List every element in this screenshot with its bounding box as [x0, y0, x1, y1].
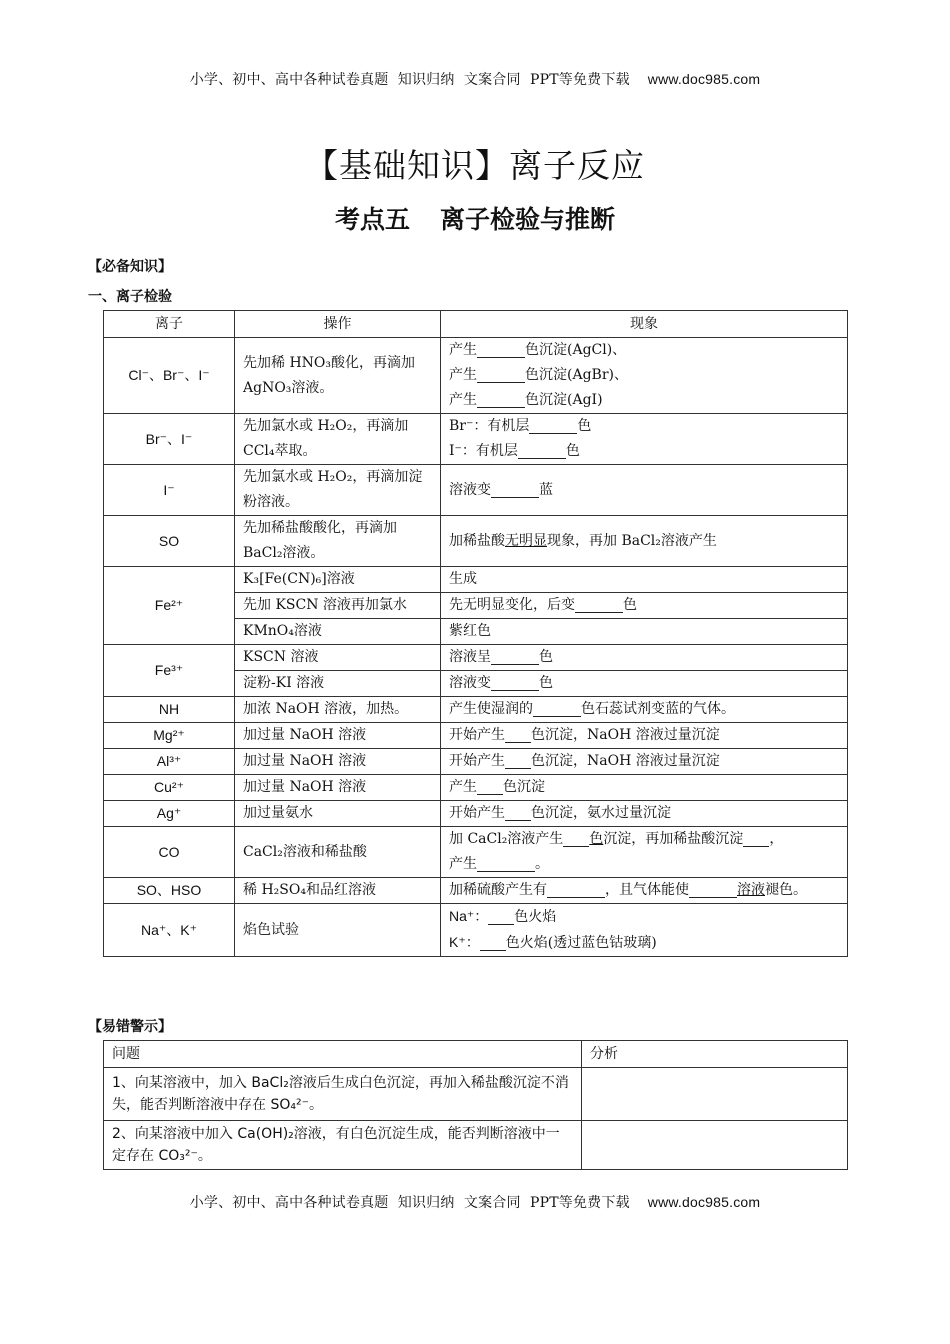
table-row	[104, 465, 848, 516]
operation-cell: 加浓 NaOH 溶液，加热。	[235, 697, 441, 723]
banner-site[interactable]: www.doc985.com	[647, 1194, 761, 1210]
ion-cell: Ag⁺	[104, 801, 235, 827]
fill-blank[interactable]	[547, 880, 605, 898]
phenomenon-cell: 加稀盐酸无明显现象，再加 BaCl₂溶液产生	[441, 516, 848, 567]
ion-cell: Mg²⁺	[104, 723, 235, 749]
fill-blank[interactable]	[533, 699, 581, 717]
table-row	[104, 749, 848, 775]
phenomenon-cell: 开始产生 色沉淀，NaOH 溶液过量沉淀	[441, 749, 848, 775]
phenomenon-cell: 溶液变 色	[441, 671, 848, 697]
fill-blank[interactable]	[563, 829, 589, 847]
analysis-cell[interactable]	[582, 1068, 848, 1121]
ion-cell: Fe²⁺	[104, 567, 235, 645]
page-subtitle	[0, 200, 950, 236]
banner-site[interactable]: www.doc985.com	[647, 71, 761, 87]
table-row	[104, 516, 848, 567]
analysis-cell[interactable]	[582, 1121, 848, 1170]
operation-cell: KSCN 溶液	[235, 645, 441, 671]
question-cell: 1、向某溶液中，加入 BaCl₂溶液后生成白色沉淀，再加入稀盐酸沉淀不消失，能否判断溶液中存在 SO₄²⁻。	[104, 1068, 582, 1121]
table-row	[104, 414, 848, 465]
table-row	[104, 645, 848, 671]
fill-blank[interactable]	[477, 365, 525, 383]
table-row	[104, 567, 848, 593]
operation-cell: 淀粉-KI 溶液	[235, 671, 441, 697]
top-banner	[0, 69, 950, 89]
operation-cell: K₃[Fe(CN)₆]溶液	[235, 567, 441, 593]
phenomenon-cell: Br⁻：有机层 色 I⁻：有机层 色	[441, 414, 848, 465]
fill-blank[interactable]	[477, 340, 525, 358]
ion-cell: Cl⁻、Br⁻、I⁻	[104, 338, 235, 414]
phenomenon-cell: 紫红色	[441, 619, 848, 645]
banner-text: 小学、初中、高中各种试卷真题 知识归纳 文案合同 PPT等免费下载	[189, 72, 630, 88]
fill-blank[interactable]	[505, 725, 531, 743]
fill-blank[interactable]	[689, 880, 737, 898]
fill-blank[interactable]	[575, 595, 623, 613]
table-row	[104, 904, 848, 957]
table-row	[104, 775, 848, 801]
phenomenon-cell: 开始产生 色沉淀，氨水过量沉淀	[441, 801, 848, 827]
question-cell: 2、向某溶液中加入 Ca(OH)₂溶液，有白色沉淀生成，能否判断溶液中一定存在 CO₃²⁻。	[104, 1121, 582, 1170]
phenomenon-cell: 溶液呈 色	[441, 645, 848, 671]
fill-blank[interactable]	[477, 777, 503, 795]
table-row	[104, 723, 848, 749]
phenomenon-cell: 加 CaCl₂溶液产生 色沉淀，再加稀盐酸沉淀 ， 产生 。	[441, 827, 848, 878]
phenomenon-cell: 开始产生 色沉淀，NaOH 溶液过量沉淀	[441, 723, 848, 749]
phenomenon-cell: 先无明显变化，后变 色	[441, 593, 848, 619]
section-ion-test: 一、离子检验	[88, 289, 172, 305]
phenomenon-cell: 产生 色沉淀	[441, 775, 848, 801]
section-must-know: 【必备知识】	[88, 259, 172, 275]
phenomenon-cell: Na⁺： 色火焰 K⁺： 色火焰(透过蓝色钴玻璃)	[441, 904, 848, 957]
phenomenon-cell: 产生使湿润的 色石蕊试剂变蓝的气体。	[441, 697, 848, 723]
table-row	[104, 338, 848, 414]
table-header-row	[104, 311, 848, 338]
section-warnings: 【易错警示】	[88, 1019, 172, 1035]
phenomenon-cell: 加稀硫酸产生有 ，且气体能使 溶液褪色。	[441, 878, 848, 904]
table-row	[104, 827, 848, 878]
table-row	[104, 801, 848, 827]
phenomenon-cell: 产生 色沉淀(AgCl)、 产生 色沉淀(AgBr)、 产生 色沉淀(AgI)	[441, 338, 848, 414]
header-operation: 操作	[235, 311, 441, 338]
operation-cell: CaCl₂溶液和稀盐酸	[235, 827, 441, 878]
phenomenon-cell: 生成	[441, 567, 848, 593]
fill-blank[interactable]	[491, 673, 539, 691]
fill-blank[interactable]	[491, 480, 539, 498]
warnings-table	[103, 1040, 848, 1170]
operation-cell: KMnO₄溶液	[235, 619, 441, 645]
operation-cell: 先加氯水或 H₂O₂，再滴加淀粉溶液。	[235, 465, 441, 516]
fill-blank[interactable]	[518, 441, 566, 459]
fill-blank[interactable]	[529, 416, 577, 434]
ion-cell: Al³⁺	[104, 749, 235, 775]
operation-cell: 稀 H₂SO₄和品红溶液	[235, 878, 441, 904]
ion-cell: Na⁺、K⁺	[104, 904, 235, 957]
table-row	[104, 697, 848, 723]
operation-cell: 先加稀盐酸酸化，再滴加 BaCl₂溶液。	[235, 516, 441, 567]
ion-cell: Br⁻、I⁻	[104, 414, 235, 465]
fill-blank[interactable]	[505, 751, 531, 769]
table-row	[104, 878, 848, 904]
operation-cell: 加过量 NaOH 溶液	[235, 723, 441, 749]
fill-blank[interactable]	[488, 907, 514, 925]
table-row	[104, 1121, 848, 1170]
ion-cell: Cu²⁺	[104, 775, 235, 801]
ion-cell: I⁻	[104, 465, 235, 516]
fill-blank[interactable]	[491, 647, 539, 665]
ion-test-table	[103, 310, 848, 957]
fill-blank[interactable]	[505, 803, 531, 821]
ion-cell: NH	[104, 697, 235, 723]
ion-cell: SO	[104, 516, 235, 567]
operation-cell: 焰色试验	[235, 904, 441, 957]
fill-blank[interactable]	[480, 933, 506, 951]
operation-cell: 加过量氨水	[235, 801, 441, 827]
ion-cell: CO	[104, 827, 235, 878]
phenomenon-cell: 溶液变 蓝	[441, 465, 848, 516]
bottom-banner	[0, 1192, 950, 1212]
page-title: 【基础知识】离子反应	[305, 146, 645, 185]
operation-cell: 先加稀 HNO₃酸化，再滴加 AgNO₃溶液。	[235, 338, 441, 414]
header-phenomenon: 现象	[441, 311, 848, 338]
header-ion: 离子	[104, 311, 235, 338]
subtitle-part1: 考点五	[334, 205, 410, 234]
fill-blank[interactable]	[743, 829, 769, 847]
ion-cell: Fe³⁺	[104, 645, 235, 697]
operation-cell: 先加氯水或 H₂O₂，再滴加 CCl₄萃取。	[235, 414, 441, 465]
operation-cell: 加过量 NaOH 溶液	[235, 749, 441, 775]
header-analysis: 分析	[582, 1041, 848, 1068]
operation-cell: 加过量 NaOH 溶液	[235, 775, 441, 801]
banner-text: 小学、初中、高中各种试卷真题 知识归纳 文案合同 PPT等免费下载	[189, 1195, 630, 1211]
operation-cell: 先加 KSCN 溶液再加氯水	[235, 593, 441, 619]
ion-cell: SO、HSO	[104, 878, 235, 904]
header-question: 问题	[104, 1041, 582, 1068]
table-header-row	[104, 1041, 848, 1068]
fill-blank[interactable]	[477, 854, 535, 872]
table-row	[104, 1068, 848, 1121]
subtitle-part2: 离子检验与推断	[440, 205, 616, 234]
fill-blank[interactable]	[477, 390, 525, 408]
